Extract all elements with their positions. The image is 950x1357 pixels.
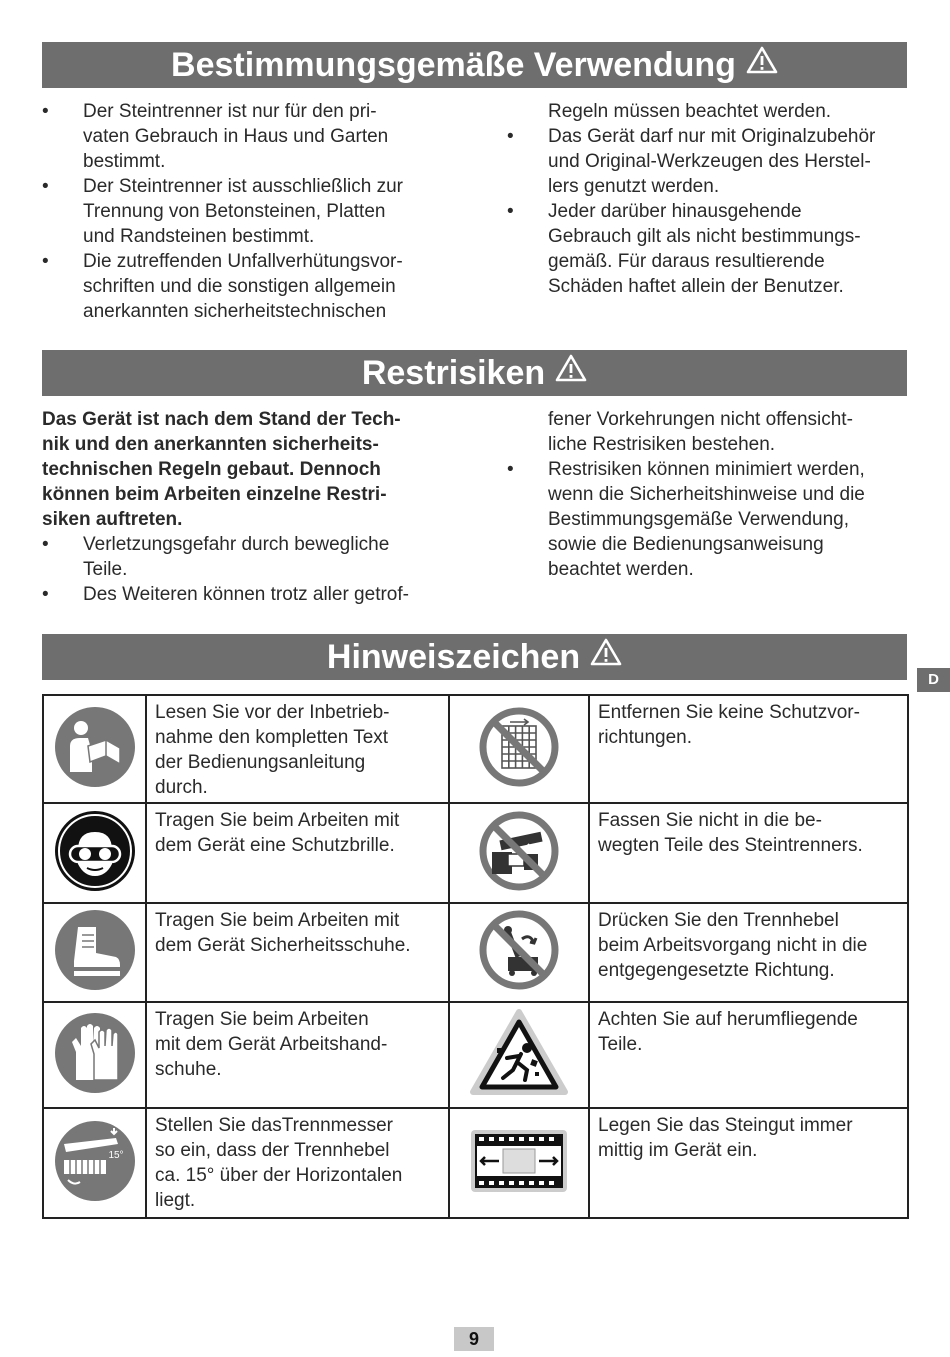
sign-icon-cell — [449, 695, 589, 803]
sign-text: Achten Sie auf herumfliegende Teile. — [589, 1002, 908, 1108]
list-item: • Das Gerät darf nur mit Originalzubehör und Original-Werkzeugen des Herstel- lers genutzt werden. — [507, 126, 876, 197]
intended-use-right-column — [507, 99, 917, 299]
list-item: • Der Steintrenner ist ausschließlich zur Trennung von Betonsteinen, Platten und Randsteinen bestimmt. — [42, 176, 403, 247]
sign-text: Tragen Sie beim Arbeiten mit dem Gerät eine Schutzbrille. — [146, 803, 449, 903]
continued-text: Regeln müssen beachtet werden. — [548, 101, 832, 122]
intro-paragraph: Das Gerät ist nach dem Stand der Tech- nik und den anerkannten sicherheits- technischen Regeln gebaut. Dennoch können beim Arbeiten einzelne Restri- siken auftreten. — [42, 409, 401, 530]
sign-text: Drücken Sie den Trennhebel beim Arbeitsvorgang nicht in die entgegengesetzte Richtung. — [589, 903, 908, 1002]
sign-text: Tragen Sie beim Arbeiten mit dem Gerät Arbeitshand- schuhe. — [146, 1002, 449, 1108]
sign-icon-cell — [449, 803, 589, 903]
work-gloves-icon — [54, 1012, 136, 1094]
section-title: Restrisiken — [361, 354, 546, 392]
section-title: Bestimmungsgemäße Verwendung — [171, 46, 736, 84]
sign-icon-cell — [43, 695, 146, 803]
sign-icon-cell — [449, 903, 589, 1002]
flying-parts-warning-icon — [469, 1008, 569, 1098]
section-header-signs — [42, 634, 907, 680]
sign-icon-cell — [43, 1002, 146, 1108]
table-row — [43, 803, 908, 903]
signs-table — [42, 694, 909, 1219]
list-item: • Jeder darüber hinausgehende Gebrauch gilt als nicht bestimmungs- gemäß. Für daraus resultierende Schäden haftet allein der Benutzer. — [507, 201, 861, 297]
read-manual-icon — [54, 706, 136, 788]
safety-goggles-icon — [54, 810, 136, 892]
intended-use-left-column — [42, 99, 482, 324]
list-item: • Restrisiken können minimiert werden, wenn die Sicherheitshinweise und die Bestimmungsgemäße Verwendung, sowie die Bedienungsanweisung beachtet werden. — [507, 459, 865, 580]
lever-angle-icon — [54, 1120, 136, 1202]
list-item: • Die zutreffenden Unfallverhütungsvor- schriften und die sonstigen allgemein anerkannten sicherheitstechnischen — [42, 251, 403, 322]
sign-text: Stellen Sie dasTrennmesser so ein, dass der Trennhebel ca. 15° über der Horizontalen liegt. — [146, 1108, 449, 1218]
section-title: Hinweiszeichen — [326, 638, 581, 676]
list-item: • Des Weiteren können trotz aller getrof- — [42, 584, 409, 605]
sign-text: Lesen Sie vor der Inbetrieb- nahme den kompletten Text der Bedienungsanleitung durch. — [146, 695, 449, 803]
section-header-intended-use — [42, 42, 907, 88]
residual-risks-left-column — [42, 407, 482, 607]
list-item: • Verletzungsgefahr durch bewegliche Teile. — [42, 534, 390, 580]
angle-label: 15° — [107, 1149, 124, 1161]
sign-text: Tragen Sie beim Arbeiten mit dem Gerät Sicherheitsschuhe. — [146, 903, 449, 1002]
page-number: 9 — [454, 1327, 494, 1351]
table-row — [43, 903, 908, 1002]
warning-icon — [746, 41, 778, 87]
no-reverse-lever-icon — [478, 909, 560, 991]
safety-shoes-icon — [54, 909, 136, 991]
sign-icon-cell — [449, 1002, 589, 1108]
sign-icon-cell — [43, 1108, 146, 1218]
sign-text: Entfernen Sie keine Schutzvor- richtungen. — [589, 695, 908, 803]
sign-text: Fassen Sie nicht in die be- wegten Teile des Steintrenners. — [589, 803, 908, 903]
language-tab: D — [917, 668, 950, 692]
section-header-residual-risks — [42, 350, 907, 396]
table-row — [43, 1108, 908, 1218]
list-item: • Der Steintrenner ist nur für den pri- vaten Gebrauch in Haus und Garten bestimmt. — [42, 101, 389, 172]
residual-risks-right-column — [507, 407, 917, 582]
warning-icon — [555, 349, 587, 395]
sign-icon-cell — [43, 803, 146, 903]
no-remove-guard-icon — [478, 706, 560, 788]
sign-icon-cell — [43, 903, 146, 1002]
table-row — [43, 695, 908, 803]
no-hands-moving-parts-icon — [478, 810, 560, 892]
sign-icon-cell — [449, 1108, 589, 1218]
continued-text: fener Vorkehrungen nicht offensicht- liche Restrisiken bestehen. — [548, 409, 853, 455]
center-material-icon — [469, 1128, 569, 1194]
warning-icon — [590, 633, 622, 679]
sign-text: Legen Sie das Steingut immer mittig im Gerät ein. — [589, 1108, 908, 1218]
table-row — [43, 1002, 908, 1108]
